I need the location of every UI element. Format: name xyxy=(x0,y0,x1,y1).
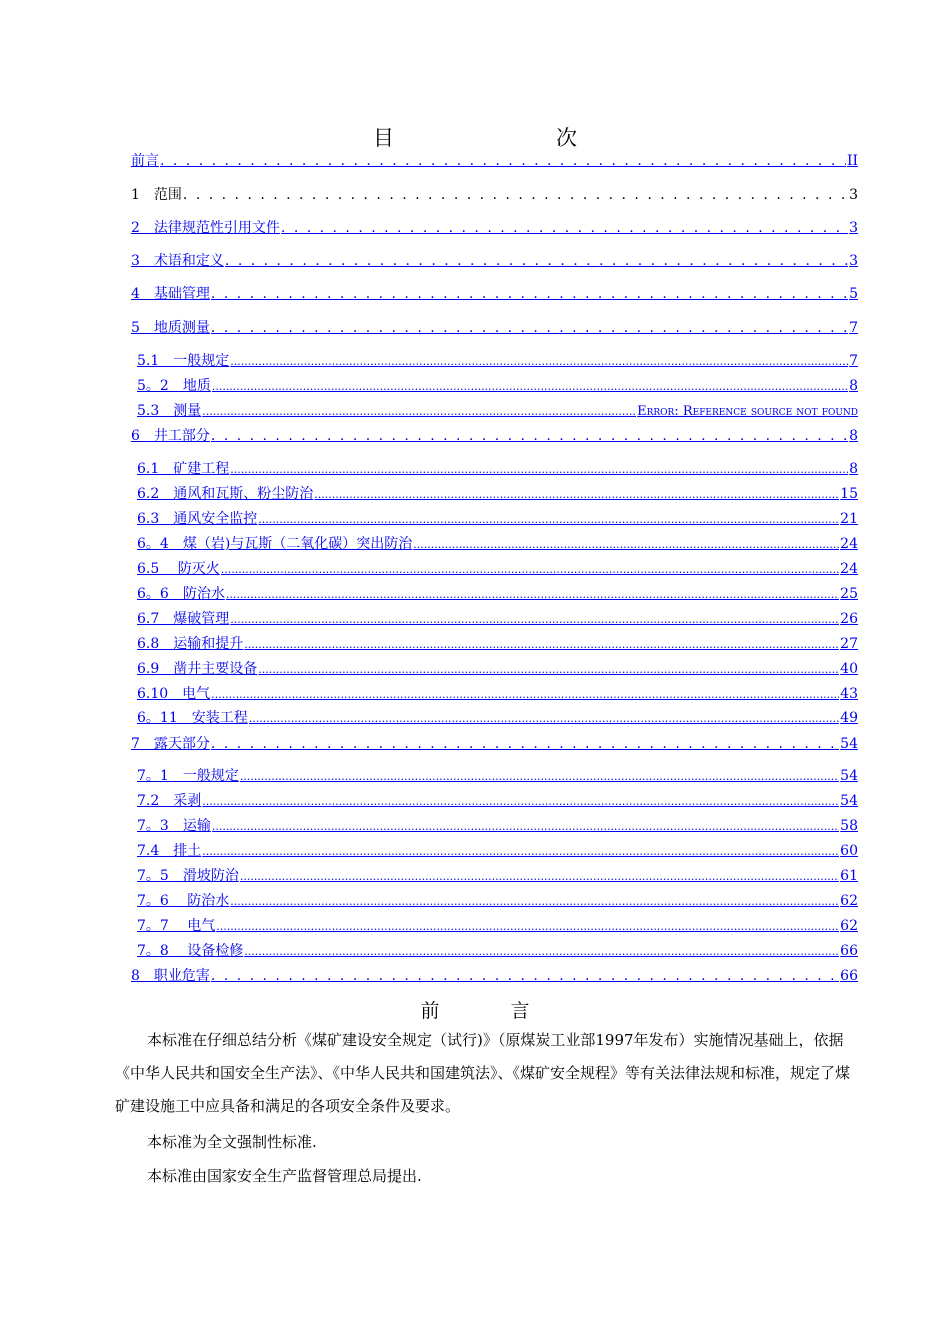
toc-entry-label: 7。6 防治水 xyxy=(137,893,230,909)
toc-entry[interactable] xyxy=(137,660,858,679)
toc-entry[interactable] xyxy=(137,709,858,728)
toc-dot-leader xyxy=(258,510,839,529)
toc-entry-label: 7.2 采剥 xyxy=(137,793,202,809)
toc-entry[interactable] xyxy=(137,485,858,504)
toc-entry-label: 5.1 一般规定 xyxy=(137,353,230,369)
toc-dot-leader xyxy=(211,285,848,303)
toc-entry[interactable] xyxy=(137,560,858,579)
toc-entry[interactable] xyxy=(137,610,858,629)
toc-dot-leader xyxy=(211,319,848,337)
toc-entry-page: 62 xyxy=(840,893,858,909)
toc-entry-label: 7.4 排土 xyxy=(137,843,202,859)
toc-entry-label: 7 露天部分 xyxy=(131,736,210,752)
toc-entry[interactable] xyxy=(137,842,858,861)
toc-entry[interactable] xyxy=(137,585,858,604)
toc-entry-page: 5 xyxy=(849,286,858,302)
toc-dot-leader xyxy=(258,660,839,679)
toc-entry-label: 3 术语和定义 xyxy=(131,253,224,269)
toc-entry-page: 3 xyxy=(849,187,858,203)
toc-entry-page: II xyxy=(846,153,858,169)
toc-entry-label: 6.5 防灭火 xyxy=(137,561,220,577)
toc-dot-leader xyxy=(225,252,848,270)
toc-entry-label: 6 井工部分 xyxy=(131,428,210,444)
toc-entry-label: 8 职业危害 xyxy=(131,968,210,984)
toc-entry-page: 21 xyxy=(840,511,858,527)
toc-dot-leader xyxy=(202,792,839,811)
toc-entry[interactable] xyxy=(137,635,858,654)
toc-entry[interactable] xyxy=(131,252,858,270)
preface-paragraph-2: 本标准为全文强制性标准. xyxy=(147,1133,317,1151)
toc-entry-label: 5。2 地质 xyxy=(137,378,211,394)
toc-entry-page: Error: Reference source not found xyxy=(637,404,858,419)
toc-entry-page: 54 xyxy=(840,736,858,752)
toc-entry-label: 6.7 爆破管理 xyxy=(137,611,230,627)
toc-entry[interactable] xyxy=(131,967,858,985)
toc-entry[interactable] xyxy=(131,285,858,303)
toc-dot-leader xyxy=(216,917,839,936)
toc-entry[interactable] xyxy=(137,460,858,479)
toc-entry-page: 61 xyxy=(840,868,858,884)
toc-entry[interactable] xyxy=(137,817,858,836)
toc-dot-leader xyxy=(249,709,839,728)
toc-entry-label: 6.8 运输和提升 xyxy=(137,636,244,652)
toc-entry xyxy=(131,186,858,204)
toc-entry-label: 2 法律规范性引用文件 xyxy=(131,220,280,236)
toc-dot-leader xyxy=(212,817,839,836)
toc-entry[interactable] xyxy=(137,792,858,811)
toc-entry-page: 49 xyxy=(840,710,858,726)
toc-dot-leader xyxy=(244,942,839,961)
toc-dot-leader xyxy=(230,352,848,371)
toc-entry-page: 24 xyxy=(840,536,858,552)
toc-entry[interactable] xyxy=(137,767,858,786)
toc-entry[interactable] xyxy=(137,352,858,371)
toc-dot-leader xyxy=(281,219,848,237)
toc-entry[interactable] xyxy=(131,735,858,753)
toc-entry-label: 6.2 通风和瓦斯、粉尘防治 xyxy=(137,486,314,502)
toc-entry-page: 3 xyxy=(849,220,858,236)
toc-entry-page: 60 xyxy=(840,843,858,859)
toc-entry[interactable] xyxy=(137,377,858,396)
toc-dot-leader xyxy=(183,186,848,204)
toc-dot-leader xyxy=(211,427,848,445)
toc-dot-leader xyxy=(244,635,839,654)
toc-dot-leader xyxy=(226,585,839,604)
toc-entry-label: 7。3 运输 xyxy=(137,818,211,834)
toc-entry-label: 6.1 矿建工程 xyxy=(137,461,230,477)
toc-entry[interactable] xyxy=(131,427,858,445)
toc-entry[interactable] xyxy=(131,152,858,170)
toc-entry-page: 40 xyxy=(840,661,858,677)
toc-dot-leader xyxy=(211,967,839,985)
toc-entry-page: 26 xyxy=(840,611,858,627)
toc-entry[interactable] xyxy=(131,219,858,237)
toc-entry-page: 7 xyxy=(849,353,858,369)
toc-entry-page: 8 xyxy=(849,428,858,444)
toc-entry-page: 62 xyxy=(840,918,858,934)
toc-entry[interactable] xyxy=(137,535,858,554)
toc-entry-label: 前言 xyxy=(131,153,159,169)
toc-entry-label: 6.9 凿井主要设备 xyxy=(137,661,258,677)
toc-dot-leader xyxy=(211,735,839,753)
toc-entry[interactable] xyxy=(131,319,858,337)
toc-entry-label: 7。1 一般规定 xyxy=(137,768,239,784)
toc-entry[interactable] xyxy=(137,867,858,886)
toc-dot-leader xyxy=(413,535,839,554)
toc-entry-label: 5.3 测量 xyxy=(137,403,202,419)
toc-entry-label: 6。6 防治水 xyxy=(137,586,225,602)
toc-dot-leader xyxy=(211,685,839,704)
toc-dot-leader xyxy=(202,842,839,861)
toc-dot-leader xyxy=(221,560,839,579)
toc-entry[interactable] xyxy=(137,942,858,961)
toc-entry-label: 7。5 滑坡防治 xyxy=(137,868,239,884)
toc-entry-label: 7。7 电气 xyxy=(137,918,216,934)
toc-dot-leader xyxy=(230,892,839,911)
toc-entry[interactable] xyxy=(137,685,858,704)
toc-entry-page: 54 xyxy=(840,793,858,809)
toc-entry-label: 5 地质测量 xyxy=(131,320,210,336)
toc-entry-page: 8 xyxy=(849,461,858,477)
toc-entry-page: 15 xyxy=(840,486,858,502)
toc-entry-label: 4 基础管理 xyxy=(131,286,210,302)
preface-paragraph-3: 本标准由国家安全生产监督管理总局提出. xyxy=(147,1167,422,1185)
toc-dot-leader xyxy=(230,610,839,629)
toc-entry-label: 6。11 安装工程 xyxy=(137,710,248,726)
toc-dot-leader xyxy=(160,152,846,170)
toc-dot-leader xyxy=(314,485,839,504)
toc-entry-label: 7。8 设备检修 xyxy=(137,943,244,959)
toc-entry-page: 25 xyxy=(840,586,858,602)
toc-entry-page: 54 xyxy=(840,768,858,784)
toc-entry-page: 66 xyxy=(840,943,858,959)
toc-entry-page: 27 xyxy=(840,636,858,652)
toc-entry[interactable] xyxy=(137,510,858,529)
toc-entry[interactable] xyxy=(137,892,858,911)
toc-entry-page: 58 xyxy=(840,818,858,834)
toc-title: 目 次 xyxy=(373,126,617,150)
toc-entry-label: 6.3 通风安全监控 xyxy=(137,511,258,527)
toc-entry-page: 24 xyxy=(840,561,858,577)
preface-title: 前 言 xyxy=(420,1000,556,1022)
toc-entry[interactable] xyxy=(137,917,858,936)
toc-dot-leader xyxy=(212,377,848,396)
toc-dot-leader xyxy=(240,767,839,786)
toc-dot-leader xyxy=(240,867,839,886)
toc-entry-label: 6。4 煤（岩)与瓦斯（二氧化碳）突出防治 xyxy=(137,536,413,552)
toc-entry[interactable] xyxy=(137,402,858,421)
toc-entry-page: 66 xyxy=(840,968,858,984)
toc-dot-leader xyxy=(202,402,636,421)
preface-paragraph-1: 本标准在仔细总结分析《煤矿建设安全规定（试行)》（原煤炭工业部1997年发布）实施情况基础上，依据《中华人民共和国安全生产法》、《中华人民共和国建筑法》、《煤矿安全规程》等有关法律法规和标准，规定了煤矿建设施工中应具备和满足的各项安全条件及要求。 xyxy=(115,1031,851,1115)
toc-entry-page: 8 xyxy=(849,378,858,394)
toc-entry-page: 7 xyxy=(849,320,858,336)
toc-entry-page: 43 xyxy=(840,686,858,702)
toc-entry-label: 1 范围 xyxy=(131,187,182,203)
toc-entry-label: 6.10 电气 xyxy=(137,686,211,702)
toc-dot-leader xyxy=(230,460,848,479)
toc-entry-page: 3 xyxy=(849,253,858,269)
